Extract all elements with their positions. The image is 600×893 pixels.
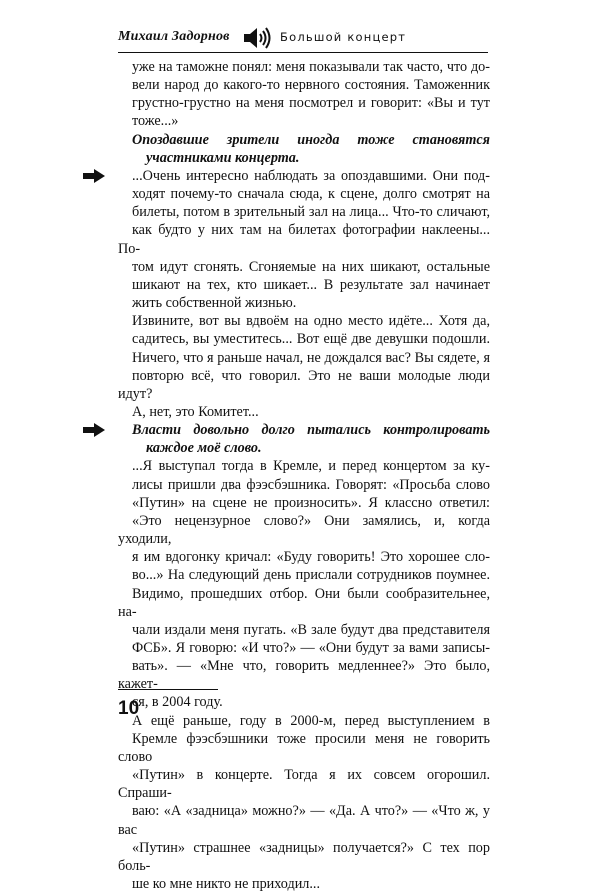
- text-line: ...Очень интересно наблюдать за опоздавшими. Они под-: [132, 167, 490, 184]
- section-subheading: [118, 131, 490, 167]
- text-line: чали издали меня пугать. «В зале будут два представителя: [132, 621, 490, 638]
- header-author: Михаил Задорнов: [118, 29, 230, 44]
- section-subheading: [118, 421, 490, 457]
- body-paragraph: [118, 712, 490, 893]
- body-paragraph: [118, 167, 490, 312]
- text-line: каждое моё слово.: [146, 440, 262, 457]
- text-line: «Путин» в концерте. Тогда я их совсем огорошил. Спраши-: [118, 767, 490, 802]
- text-line: грустно-грустно на меня посмотрел и говорит: «Вы и тут: [132, 95, 490, 112]
- text-line: повторю всё, что говорил. Это не ваши молодые люди идут?: [118, 367, 490, 402]
- speaker-icon: [242, 26, 272, 50]
- text-line: ше ко мне никто не приходил...: [132, 876, 321, 893]
- text-line: я им вдогонку кричал: «Буду говорить! Это хорошее сло-: [132, 549, 490, 566]
- text-line: ходят почему-то сначала сюда, к сцене, долго смотрят на: [132, 186, 490, 203]
- header-divider: [118, 52, 488, 53]
- text-line: тоже...»: [132, 113, 179, 130]
- text-line: Опоздавшие зрители иногда тоже становятся: [132, 131, 490, 148]
- text-line: «Путин» на сцене не произносить». Я классно ответил:: [132, 494, 490, 511]
- text-line: Кремле фээсбэшники тоже просили меня не говорить слово: [118, 730, 490, 765]
- header-book-title: Большой концерт: [280, 30, 407, 44]
- text-line: жить собственной жизнью.: [132, 295, 297, 312]
- text-line: «Это нецензурное слово?» Они замялись, и, когда уходили,: [118, 512, 490, 548]
- text-line: Власти довольно долго пытались контролировать: [132, 422, 490, 439]
- text-line: участниками концерта.: [146, 149, 300, 166]
- text-line: ...Я выступал тогда в Кремле, и перед концертом за ку-: [132, 458, 490, 475]
- text-line: как будто у них там на билетах фотографии наклеены... По-: [118, 222, 490, 257]
- text-line: вели народ до какого-то нервного состояния. Таможенник: [132, 77, 490, 94]
- text-line: Видимо, прошедших отбор. Они были сообразительнее, на-: [118, 585, 490, 620]
- text-line: уже на таможне понял: меня показывали так часто, что до-: [132, 59, 490, 75]
- text-line: садитесь, вы уместитесь... Вот ещё две девушки подошли.: [132, 331, 490, 348]
- text-line: вать». — «Мне что, говорить медленнее?» Это было, кажет-: [118, 658, 490, 693]
- text-line: А, нет, это Комитет...: [132, 403, 259, 420]
- body-paragraph: [118, 457, 490, 711]
- footer-divider: [118, 689, 218, 690]
- body-paragraph: [118, 58, 490, 131]
- text-line: ФСБ». Я говорю: «И что?» — «Они будут за вами записы-: [132, 640, 490, 656]
- text-line: А ещё раньше, году в 2000-м, перед выступлением в: [132, 712, 490, 729]
- running-header: [118, 26, 488, 52]
- text-line: Ничего, что я раньше начал, не дождался вас? Вы сядете, я: [132, 349, 490, 366]
- text-line: шикают на тех, кто шикает... В результате зал начинает: [132, 276, 490, 293]
- text-line: билеты, потом в зрительный зал на лица... Что-то сличают,: [132, 204, 490, 221]
- text-line: Извините, вот вы вдвоём на одно место идёте... Хотя да,: [132, 313, 490, 330]
- text-line: лисы пришли два фээсбэшника. Говорят: «Просьба слово: [132, 476, 490, 493]
- arrow-icon: [83, 423, 105, 437]
- text-line: ваю: «А «задница» можно?» — «Да. А что?» — «Что ж, у вас: [118, 803, 490, 838]
- text-line: том идут сгонять. Сгоняемые на них шикают, остальные: [132, 258, 490, 275]
- page-body: [118, 58, 490, 893]
- text-line: во...» На следующий день прислали сотрудников поумнее.: [132, 567, 490, 584]
- page-number: 10: [118, 698, 140, 719]
- arrow-icon: [83, 169, 105, 183]
- text-line: ся, в 2004 году.: [132, 694, 223, 711]
- text-line: «Путин» страшнее «задницы» получается?» С тех пор боль-: [118, 839, 490, 874]
- body-paragraph: [118, 312, 490, 421]
